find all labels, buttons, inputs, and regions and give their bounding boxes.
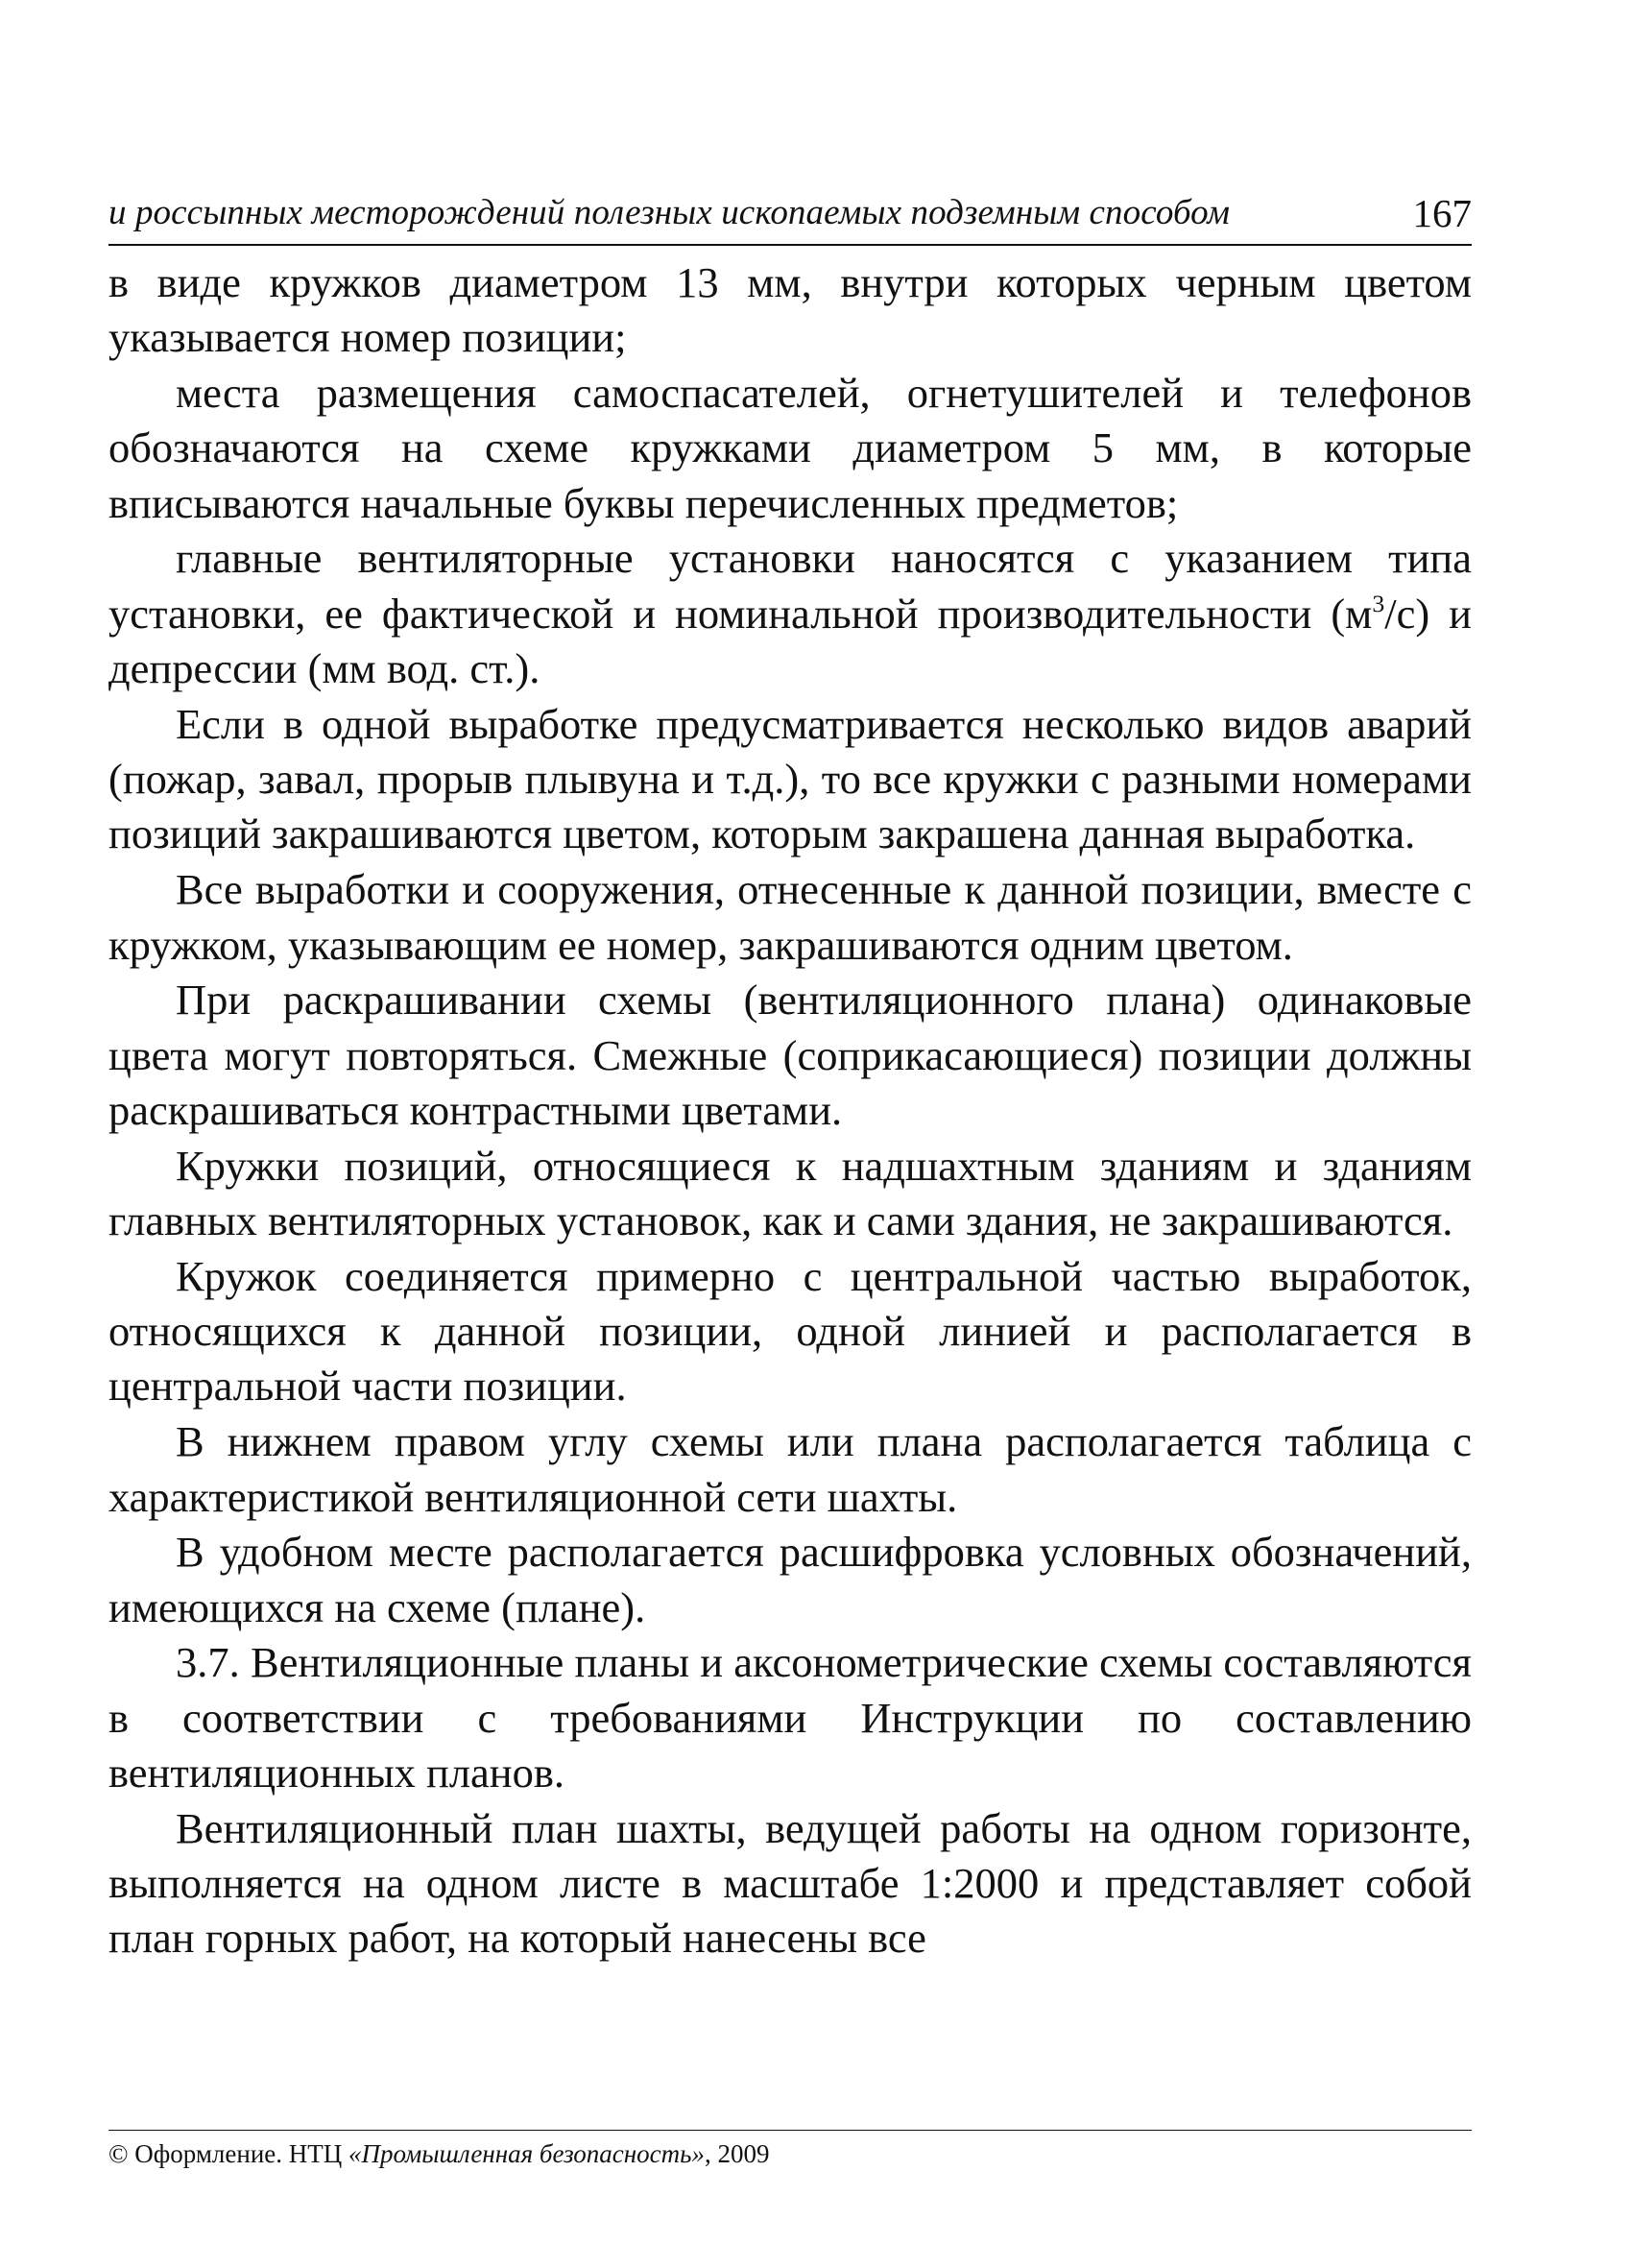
paragraph-text: главные вентиляторные установки наносятся с указанием типа установки, ее фактической и номинальной производительности (м	[108, 534, 1472, 638]
running-title: и россыпных месторождений полезных ископаемых подземным способом	[108, 193, 1231, 232]
paragraph: В нижнем правом углу схемы или плана располагается таблица с характеристикой вентиляционной сети шахты.	[108, 1417, 1472, 1521]
paragraph: Кружок соединяется примерно с центральной частью выработок, относящихся к данной позиции, одной линией и располагается в центральной части позиции.	[108, 1251, 1472, 1411]
paragraph-text: /с) и депрессии (мм вод. ст.).	[108, 589, 1472, 693]
superscript: 3	[1372, 590, 1385, 618]
paragraph: Вентиляционный план шахты, ведущей работы на одном горизонте, выполняется на одном листе в масштабе 1:2000 и представляет собой план горных работ, на который нанесены все	[108, 1803, 1472, 1963]
footer-publisher: «Промышленная безопасность»	[348, 2139, 705, 2168]
header-rule	[108, 244, 1472, 246]
footer-year: , 2009	[704, 2139, 770, 2168]
paragraph: Все выработки и сооружения, отнесенные к данной позиции, вместе с кружком, указывающим ее номер, закрашиваются одним цветом.	[108, 865, 1472, 969]
paragraph: В удобном месте располагается расшифровка условных обозначений, имеющихся на схеме (плане).	[108, 1528, 1472, 1631]
paragraph: 3.7. Вентиляционные планы и аксонометрические схемы составляются в соответствии с требованиями Инструкции по составлению вентиляционных планов.	[108, 1638, 1472, 1798]
paragraph: Если в одной выработке предусматривается несколько видов аварий (пожар, завал, прорыв плывуна и т.д.), то все кружки с разными номерами позиций закрашиваются цветом, которым закрашена данная выработка.	[108, 699, 1472, 858]
footer-copyright: © Оформление. НТЦ	[108, 2139, 349, 2168]
page-number: 167	[1412, 191, 1472, 235]
page-header	[108, 190, 1472, 248]
body-text	[108, 255, 1472, 1966]
paragraph: в виде кружков диаметром 13 мм, внутри которых черным цветом указывается номер позиции;	[108, 258, 1472, 362]
paragraph: Кружки позиций, относящиеся к надшахтным зданиям и зданиям главных вентиляторных установок, как и сами здания, не закрашиваются.	[108, 1141, 1472, 1245]
paragraph	[108, 531, 1472, 696]
paragraph: места размещения самоспасателей, огнетушителей и телефонов обозначаются на схеме кружками диаметром 5 мм, в которые вписываются начальные буквы перечисленных предметов;	[108, 369, 1472, 527]
footer-rule	[108, 2130, 1472, 2131]
paragraph: При раскрашивании схемы (вентиляционного плана) одинаковые цвета могут повторяться. Смежные (соприкасающиеся) позиции должны раскрашиваться контрастными цветами.	[108, 976, 1472, 1134]
page-footer	[108, 2139, 769, 2169]
